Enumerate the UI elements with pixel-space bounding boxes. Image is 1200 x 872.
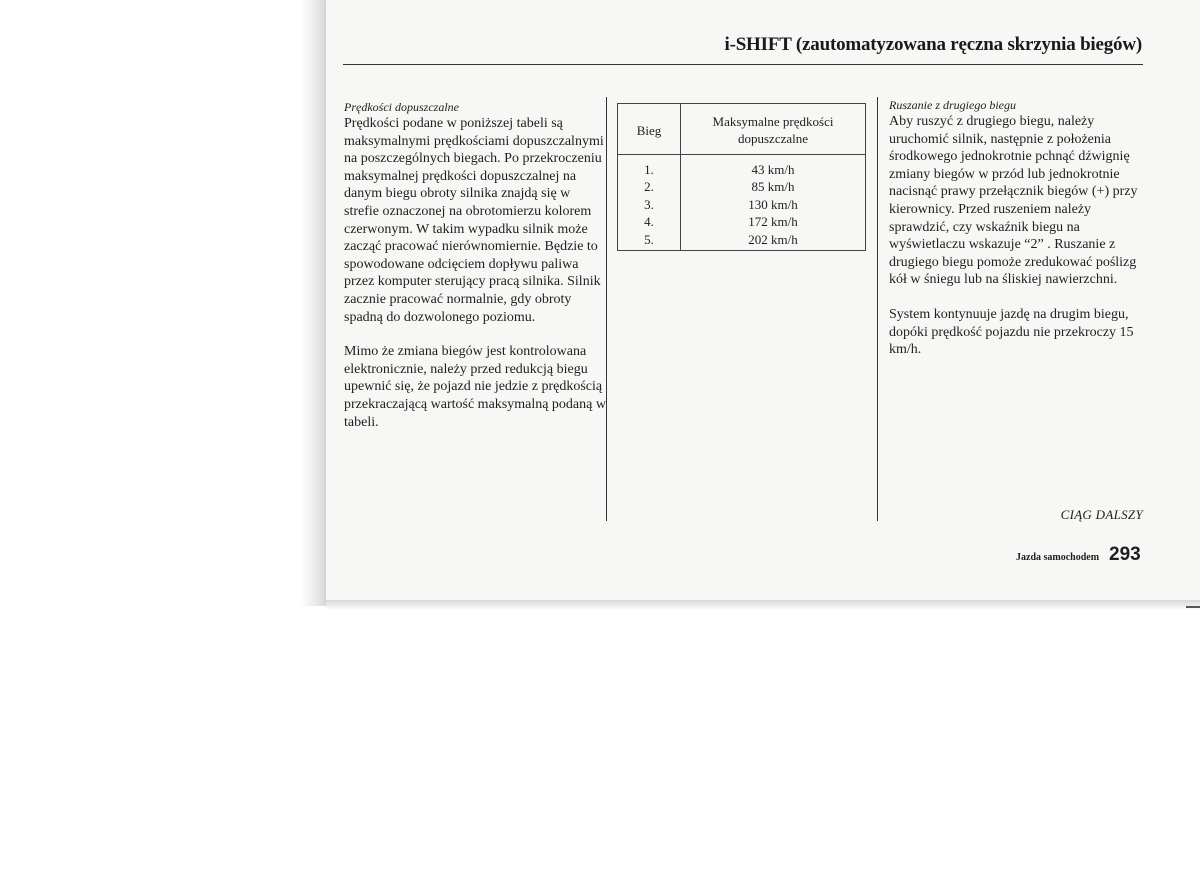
table-row [618,196,866,213]
page-title: i-SHIFT (zautomatyzowana ręczna skrzynia biegów) [724,34,1142,55]
page-number: 293 [1109,544,1141,565]
table-row [618,178,866,195]
column-divider [606,97,607,521]
page-edge-mark [1186,606,1200,608]
gear-cell: 2. [618,178,681,195]
table-row [618,213,866,230]
column-divider [877,97,878,521]
gear-cell: 4. [618,213,681,230]
paragraph-second-gear-start: Aby ruszyć z drugiego biegu, należy uruchomić silnik, następnie z położenia środkowego jednokrotnie pchnąć dźwignię zmiany biegów w przód lub jednokrotnie nacisnąć prawy przełącznik biegów (+) przy kierownicy. Przed ruszeniem należy sprawdzić, czy wskaźnik biegu na wyświetlaczu wskazuje “2” . Ruszanie z drugiego biegu pomoże zredukować poślizg kół w śniegu lub na śliskiej nawierzchni. [889,114,1138,288]
subheading-speed-limits: Prędkości dopuszczalne [344,100,459,114]
speed-table [617,103,866,251]
page-bottom-shadow [326,600,1200,610]
speed-cell: 43 km/h [681,155,866,179]
subheading-second-gear-start: Ruszanie z drugiego biegu [889,98,1016,112]
footer-section-name: Jazda samochodem [1016,552,1100,563]
table-header-row [618,104,866,155]
table-row [618,231,866,251]
gear-cell: 1. [618,155,681,179]
gear-cell: 5. [618,231,681,251]
continued-label: CIĄG DALSZY [1060,507,1143,522]
paragraph-downshift-warning: Mimo że zmiana biegów jest kontrolowana elektronicznie, należy przed redukcją biegu upewnić się, że pojazd nie jedzie z prędkością przekraczającą wartość maksymalną podaną w tabeli. [344,344,606,430]
table-header-speed: Maksymalne prędkości dopuszczalne [681,104,866,155]
speed-cell: 202 km/h [681,231,866,251]
paragraph-second-gear-limit: System kontynuuje jazdę na drugim biegu, dopóki prędkość pojazdu nie przekroczy 15 km/h. [889,306,1134,358]
speed-cell: 85 km/h [681,178,866,195]
speed-cell: 130 km/h [681,196,866,213]
table-row [618,155,866,179]
paragraph-speed-limits: Prędkości podane w poniższej tabeli są maksymalnymi prędkościami dopuszczalnymi na poszczególnych biegach. Po przekroczeniu maksymalnej prędkości dopuszczalnej na danym biegu obroty silnika znajdą się w strefie oznaczonej na obrotomierzu kolorem czerwonym. W takim wypadku silnik może zacząć pracować nierównomiernie. Będzie to spowodowane odcięciem dopływu paliwa przez komputer sterujący pracą silnika. Silnik zacznie pracować normalnie, gdy obroty spadną do dozwolonego poziomu. [344,116,604,325]
speed-cell: 172 km/h [681,213,866,230]
left-column [344,100,606,431]
right-column [889,98,1144,359]
header-rule [343,64,1143,65]
gear-cell: 3. [618,196,681,213]
table-header-gear: Bieg [618,104,681,155]
